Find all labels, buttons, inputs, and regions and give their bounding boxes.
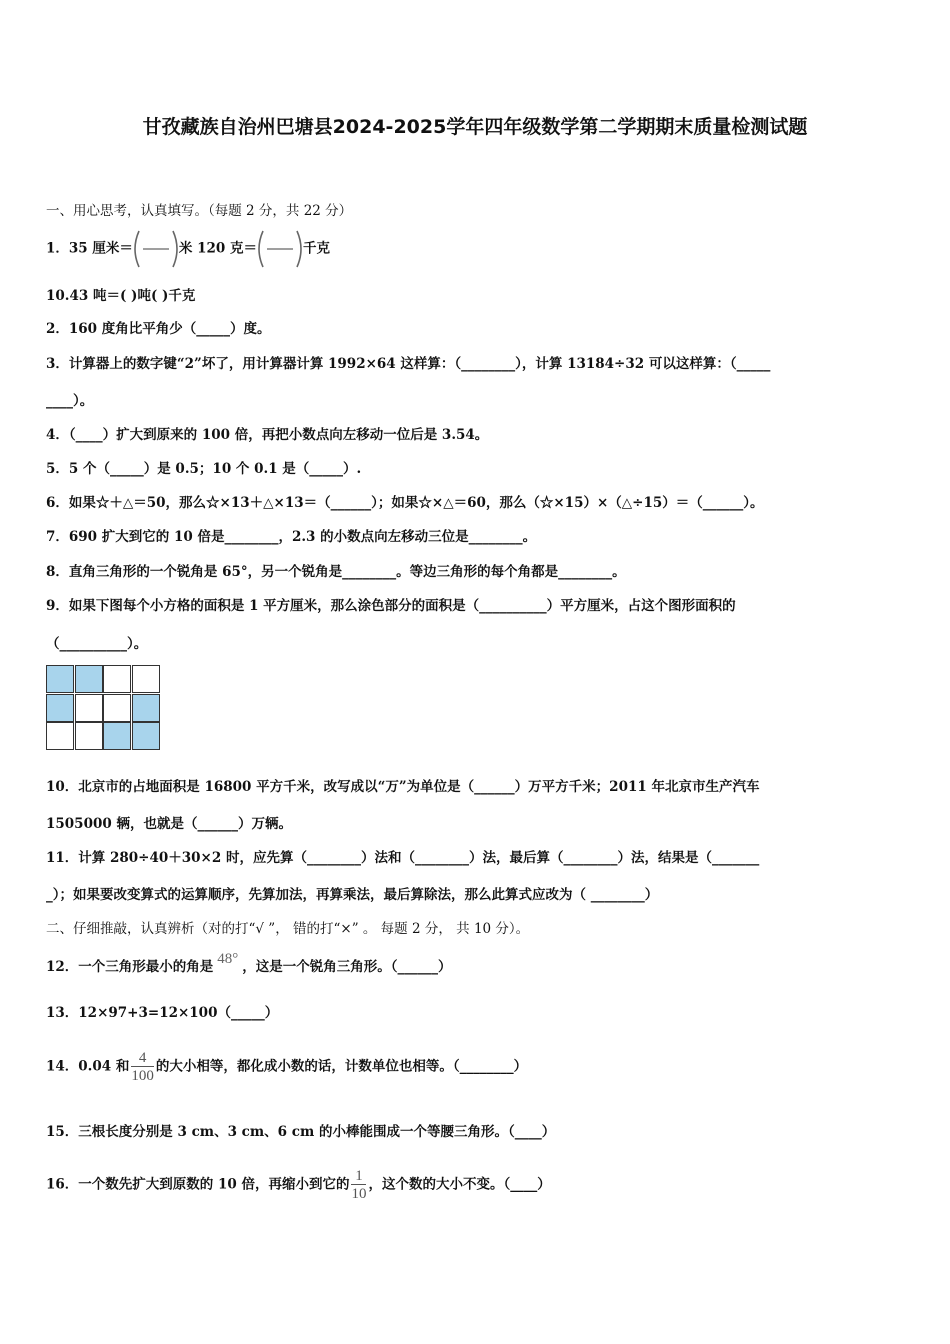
question-16 xyxy=(46,1168,551,1202)
grid-cell xyxy=(75,694,103,722)
question-14 xyxy=(46,1050,527,1084)
question-9-line-1: 9．如果下图每个小方格的面积是 1 平方厘米，那么涂色部分的面积是（__________）平方厘米，占这个图形面积的 xyxy=(46,598,736,614)
fraction-numerator: 4 xyxy=(138,1050,147,1066)
q1-text-c: 千克 xyxy=(302,240,330,257)
grid-cell-shaded xyxy=(103,722,131,750)
fraction-1-10 xyxy=(351,1168,366,1202)
fraction-denominator: 10 xyxy=(351,1186,367,1202)
shaded-grid-figure xyxy=(46,665,160,751)
page-title: 甘孜藏族自治州巴塘县2024-2025学年四年级数学第二学期期末质量检测试题 xyxy=(142,116,808,138)
grid-cell xyxy=(75,722,103,750)
question-11-line-2: _）；如果要改变算式的运算顺序，先算加法，再算乘法，最后算除法，那么此算式应改为（ ________） xyxy=(46,887,659,903)
q16-text-b: ，这个数的大小不变。（____） xyxy=(368,1176,551,1193)
section-1-heading: 一、用心思考，认真填写。（每题 2 分，共 22 分） xyxy=(46,203,353,219)
question-1 xyxy=(46,229,330,269)
grid-cell xyxy=(103,665,131,693)
question-13: 13．12×97+3=12×100（_____） xyxy=(46,1005,279,1021)
grid-cell xyxy=(132,665,160,693)
fraction-4-100 xyxy=(131,1050,154,1084)
q1-text-a: 1．35 厘米＝ xyxy=(46,240,133,257)
fraction-blank-1 xyxy=(133,229,179,269)
grid-cell-shaded xyxy=(75,665,103,693)
question-10-line-1: 10．北京市的占地面积是 16800 平方千米，改写成以“万”为单位是（______）万平方千米；2011 年北京市生产汽车 xyxy=(46,779,760,795)
section-2-heading: 二、仔细推敲，认真辨析（对的打“√ ”， 错的打“×” 。 每题 2 分， 共 10 分）。 xyxy=(46,921,530,937)
grid-cell-shaded xyxy=(132,722,160,750)
question-4: 4．（____）扩大到原来的 100 倍，再把小数点向左移动一位后是 3.54。 xyxy=(46,427,489,443)
question-5: 5．5 个（_____）是 0.5；10 个 0.1 是（_____）. xyxy=(46,461,362,477)
grid-cell xyxy=(103,694,131,722)
grid-cell-shaded xyxy=(46,694,74,722)
question-1b: 10.43 吨＝( )吨( )千克 xyxy=(46,288,196,304)
q14-text-b: 的大小相等，都化成小数的话，计数单位也相等。（________） xyxy=(155,1058,528,1075)
grid-cell-shaded xyxy=(132,694,160,722)
question-7: 7．690 扩大到它的 10 倍是________，2.3 的小数点向左移动三位是________。 xyxy=(46,529,537,545)
grid-cell-shaded xyxy=(46,665,74,693)
q14-text-a: 14．0.04 和 xyxy=(46,1058,130,1075)
q1-text-b: 米 120 克＝ xyxy=(178,240,257,257)
q16-text-a: 16．一个数先扩大到原数的 10 倍，再缩小到它的 xyxy=(46,1176,350,1193)
fraction-numerator: 1 xyxy=(355,1168,363,1184)
q12-text-a: 12．一个三角形最小的角是 xyxy=(46,959,214,975)
grid-cell xyxy=(46,722,74,750)
question-3-line-1: 3．计算器上的数字键“2”坏了，用计算器计算 1992×64 这样算：（________），计算 13184÷32 可以这样算：（_____ xyxy=(46,356,771,372)
fraction-denominator: 100 xyxy=(131,1068,154,1084)
question-12 xyxy=(46,951,452,977)
question-3-line-2: ____）。 xyxy=(46,393,94,409)
q12-text-b: ，这是一个锐角三角形。（______） xyxy=(242,959,452,975)
question-2: 2．160 度角比平角少（_____）度。 xyxy=(46,321,271,337)
question-9-line-2: （__________）。 xyxy=(46,636,148,652)
question-11-line-1: 11．计算 280÷40＋30×2 时，应先算（________）法和（________）法，最后算（________）法，结果是（_______ xyxy=(46,850,760,866)
question-8: 8．直角三角形的一个锐角是 65°，另一个锐角是________。等边三角形的每个角都是________。 xyxy=(46,564,626,580)
question-10-line-2: 1505000 辆，也就是（______）万辆。 xyxy=(46,816,292,832)
question-6: 6．如果☆＋△＝50，那么☆×13＋△×13＝（______）；如果☆×△＝60，那么（☆×15）×（△÷15）＝（______）。 xyxy=(46,495,764,511)
fraction-blank-2 xyxy=(257,229,303,269)
angle-48-degrees: 48° xyxy=(217,951,239,967)
question-15: 15．三根长度分别是 3 cm、3 cm、6 cm 的小棒能围成一个等腰三角形。（____） xyxy=(46,1124,556,1140)
